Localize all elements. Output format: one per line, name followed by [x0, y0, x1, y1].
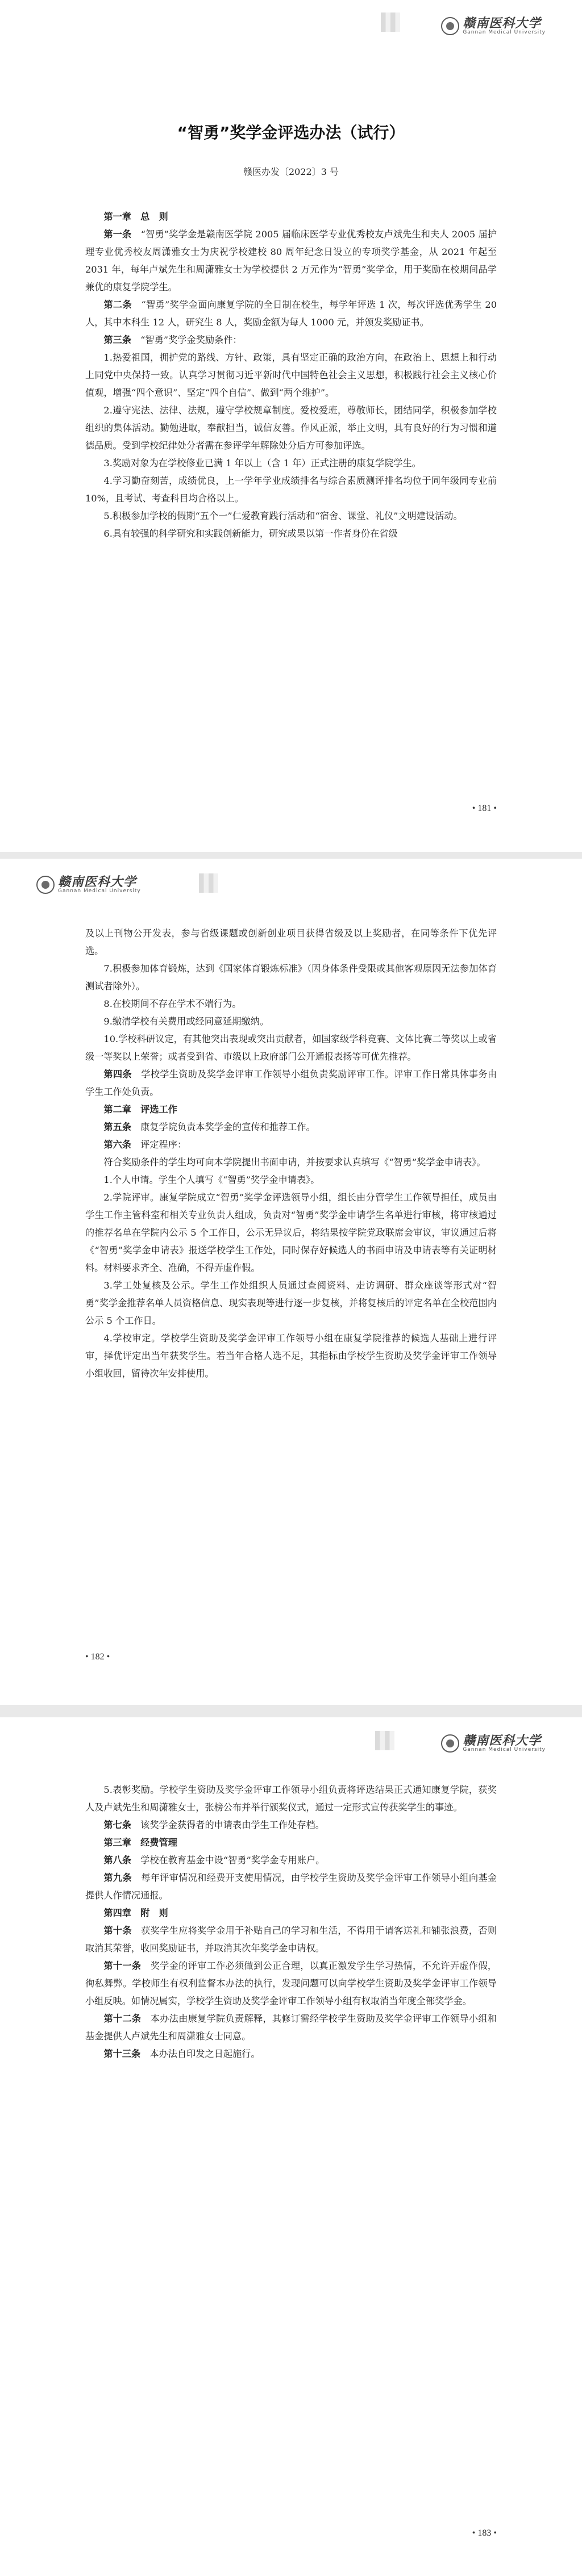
article-label: 第九条 [103, 1872, 142, 1883]
article-label: 第三条 [103, 334, 141, 345]
paragraph-text: 及以上刊物公开发表，参与省级课题或创新创业项目获得省级及以上奖励者，在同等条件下优先评选。 [85, 928, 497, 956]
logo-cn-text: 赣南医科大学 [463, 1733, 542, 1748]
mosaic-mark [381, 12, 400, 32]
paragraph-text: 学校在教育基金中设“智勇”奖学金专用账户。 [140, 1855, 325, 1866]
article-label: 第一条 [103, 229, 141, 240]
paragraph [85, 1189, 497, 1277]
article-label: 第七条 [103, 1820, 141, 1830]
logo-cn-text: 赣南医科大学 [58, 874, 137, 889]
page-number: • 183 • [472, 2528, 497, 2538]
chapter-heading [85, 1834, 497, 1851]
paragraph [85, 2045, 497, 2063]
paragraph-text: 4.学校审定。学校学生资助及奖学金评审工作领导小组在康复学院推荐的候选人基础上进行评审，择优评定出当年获奖学生。若当年合格人选不足，其指标由学校学生资助及奖学金评审工作领导小组收回，留待次年安排使用。 [85, 1333, 497, 1379]
paragraph [85, 1118, 497, 1136]
article-label: 第五条 [103, 1122, 141, 1132]
paragraph [85, 454, 497, 472]
paragraph-text: 5.积极参加学校的假期“五个一”仁爱教育践行活动和“宿舍、课堂、礼仪”文明建设活动。 [103, 511, 463, 521]
paragraph-text: “智勇”奖学金是赣南医学院 2005 届临床医学专业优秀校友卢斌先生和夫人 2005 届护理专业优秀校友周潇雅女士为庆祝学校建校 80 周年纪念日设立的专项奖学基金，从 2021 年起至 2031 年，每年卢斌先生和周潇雅女士为学校提供 2 万元作为“智勇”奖学金，用于奖励在校期间品学兼优的康复学院学生。 [85, 229, 497, 292]
paragraph [85, 960, 497, 995]
paragraph-text: 每年评审情况和经费开支使用情况，由学校学生资助及奖学金评审工作领导小组向基金提供人作情况通报。 [85, 1872, 497, 1901]
logo-en-text: Gannan Medical University [463, 29, 546, 35]
page-number: • 181 • [472, 804, 497, 813]
paragraph-text: 学校学生资助及奖学金评审工作领导小组负责奖励评审工作。评审工作日常具体事务由学生工作处负责。 [85, 1069, 497, 1097]
paragraph [85, 2010, 497, 2045]
paragraph-text: 本办法自印发之日起施行。 [149, 2048, 260, 2059]
article-label: 第十条 [103, 1925, 142, 1936]
paragraph [85, 1957, 497, 2010]
article-label: 第十一条 [103, 1960, 151, 1971]
page-2 [0, 859, 582, 1705]
article-label: 第十二条 [103, 2013, 151, 2024]
paragraph [85, 1277, 497, 1329]
document-number: 赣医办发〔2022〕3 号 [243, 166, 339, 177]
document-title: “智勇”奖学金评选办法（试行） [177, 123, 405, 142]
paragraph [85, 472, 497, 507]
paragraph-text: 符合奖励条件的学生均可向本学院提出书面申请，并按要求认真填写《“智勇”奖学金申请表》。 [103, 1157, 486, 1168]
paragraph-text: “智勇”奖学金面向康复学院的全日制在校生，每学年评选 1 次，每次评选优秀学生 20 人，其中本科生 12 人，研究生 8 人，奖励金额为每人 1000 元，并颁发奖励证书。 [85, 299, 497, 328]
paragraph-text: 7.积极参加体育锻炼，达到《国家体育锻炼标准》（因身体条件受限或其他客观原因无法参加体育测试者除外）。 [85, 963, 497, 992]
paragraph-text: 3.奖励对象为在学校修业已满 1 年以上（含 1 年）正式注册的康复学院学生。 [103, 458, 421, 469]
paragraph [85, 925, 497, 960]
page-1 [0, 0, 582, 852]
paragraph [85, 1851, 497, 1869]
paragraph [85, 1065, 497, 1101]
chapter-heading [85, 1904, 497, 1922]
chapter-title: 第三章 经费管理 [103, 1837, 177, 1848]
page-number: • 182 • [85, 1652, 110, 1662]
paragraph [85, 1816, 497, 1834]
paragraph-text: 3.学工处复核及公示。学生工作处组织人员通过查阅资料、走访调研、群众座谈等形式对“智勇”奖学金推荐名单人员资格信息、现实表现等进行逐一步复核，并将复核后的评定名单在全校范围内公示 5 个工作日。 [85, 1280, 497, 1326]
paragraph [85, 1013, 497, 1030]
paragraph-text: 获奖学生应将奖学金用于补贴自己的学习和生活，不得用于请客送礼和铺张浪费，否则取消其荣誉，收回奖励证书，并取消其次年奖学金申请权。 [85, 1925, 497, 1954]
paragraph [85, 402, 497, 454]
university-logo [36, 873, 141, 896]
article-label: 第八条 [103, 1855, 141, 1866]
paragraph [85, 1153, 497, 1171]
mosaic-mark [375, 1731, 394, 1750]
university-emblem-icon [36, 876, 55, 894]
paragraph [85, 525, 497, 542]
university-logo [441, 15, 546, 37]
chapter-title: 第四章 附 则 [103, 1908, 168, 1918]
chapter-heading [85, 1101, 497, 1118]
article-label: 第十三条 [103, 2048, 150, 2059]
paragraph-text: “智勇”奖学金奖励条件： [140, 334, 242, 345]
logo-cn-text: 赣南医科大学 [463, 15, 542, 31]
logo-en-text: Gannan Medical University [58, 888, 141, 894]
page-3-body [85, 1781, 497, 2063]
paragraph-text: 康复学院负责本奖学金的宣传和推荐工作。 [140, 1122, 315, 1132]
paragraph [85, 1329, 497, 1382]
paragraph-text: 1.个人申请。学生个人填写《“智勇”奖学金申请表》。 [103, 1174, 320, 1185]
paragraph [85, 1922, 497, 1957]
article-label: 第四条 [103, 1069, 142, 1080]
chapter-heading [85, 208, 497, 225]
chapter-title: 第二章 评选工作 [103, 1104, 177, 1115]
paragraph-text: 该奖学金获得者的申请表由学生工作处存档。 [140, 1820, 325, 1830]
paragraph-text: 9.缴清学校有关费用或经同意延期缴纳。 [103, 1016, 269, 1027]
paragraph-text: 评定程序： [140, 1139, 187, 1150]
paragraph [85, 349, 497, 402]
university-emblem-icon [441, 17, 459, 35]
paragraph-text: 8.在校期间不存在学术不端行为。 [103, 998, 242, 1009]
paragraph [85, 1030, 497, 1065]
university-emblem-icon [441, 1734, 459, 1753]
article-label: 第六条 [103, 1139, 141, 1150]
paragraph-text: 奖学金的评审工作必须做到公正合理，以真正激发学生学习热情，不允许弄虚作假，徇私舞弊。学校师生有权利监督本办法的执行，发现问题可以向学校学生资助及奖学金评审工作领导小组反映。如情况属实，学校学生资助及奖学金评审工作领导小组有权取消当年度全部奖学金。 [85, 1960, 497, 2006]
paragraph-text: 本办法由康复学院负责解释，其修订需经学校学生资助及奖学金评审工作领导小组和基金提供人卢斌先生和周潇雅女士同意。 [85, 2013, 497, 2042]
page-3 [0, 1717, 582, 2576]
paragraph-text: 2.遵守宪法、法律、法规，遵守学校规章制度。爱校爱班，尊敬师长，团结同学，积极参加学校组织的集体活动。勤勉进取，奉献担当，诚信友善。作风正派，举止文明，具有良好的行为习惯和道德品质。受到学校纪律处分者需在参评学年解除处分后方可参加评选。 [85, 405, 497, 451]
paragraph [85, 1869, 497, 1904]
article-label: 第二条 [103, 299, 142, 310]
paragraph-text: 2.学院评审。康复学院成立“智勇”奖学金评选领导小组，组长由分管学生工作领导担任，成员由学生工作主管科室和相关专业负责人组成，负责对“智勇”奖学金申请学生名单进行审核，将审核通过的推荐名单在学院内公示 5 个工作日，公示无异议后，将结果按学院党政联席会审议，审议通过后将《“智勇”奖学金申请表》报送学校学生工作处，同时保存好候选人的书面申请及申请表等有关证明材料。材料要求齐全、准确，不得弄虚作假。 [85, 1192, 497, 1273]
paragraph [85, 225, 497, 296]
paragraph-text: 1.热爱祖国，拥护党的路线、方针、政策，具有坚定正确的政治方向，在政治上、思想上和行动上同党中央保持一致。认真学习贯彻习近平新时代中国特色社会主义思想，积极践行社会主义核心价值观，增强“四个意识”、坚定“四个自信”、做到“两个维护”。 [85, 352, 497, 398]
paragraph-text: 4.学习勤奋刻苦，成绩优良，上一学年学业成绩排名与综合素质测评排名均位于同年级同专业前 10%，且考试、考查科目均合格以上。 [85, 475, 497, 504]
paragraph-text: 6.具有较强的科学研究和实践创新能力，研究成果以第一作者身份在省级 [103, 528, 398, 539]
paragraph-text: 10.学校科研议定，有其他突出表现或突出贡献者，如国家级学科竞赛、文体比赛二等奖以上或省级一等奖以上荣誉；或者受到省、市级以上政府部门公开通报表扬等可优先推荐。 [85, 1034, 497, 1062]
page-1-body [85, 208, 497, 542]
paragraph [85, 1136, 497, 1153]
mosaic-mark [199, 873, 218, 893]
paragraph-text: 5.表彰奖励。学校学生资助及奖学金评审工作领导小组负责将评选结果正式通知康复学院，获奖人及卢斌先生和周潇雅女士，张榜公布并举行颁奖仪式，通过一定形式宣传获奖学生的事迹。 [85, 1784, 497, 1813]
university-logo [441, 1732, 546, 1755]
paragraph [85, 995, 497, 1013]
paragraph [85, 1781, 497, 1816]
page-2-body [85, 925, 497, 1382]
paragraph [85, 507, 497, 525]
chapter-title: 第一章 总 则 [103, 211, 168, 222]
paragraph [85, 1171, 497, 1189]
paragraph [85, 296, 497, 331]
paragraph [85, 331, 497, 349]
logo-en-text: Gannan Medical University [463, 1746, 546, 1753]
